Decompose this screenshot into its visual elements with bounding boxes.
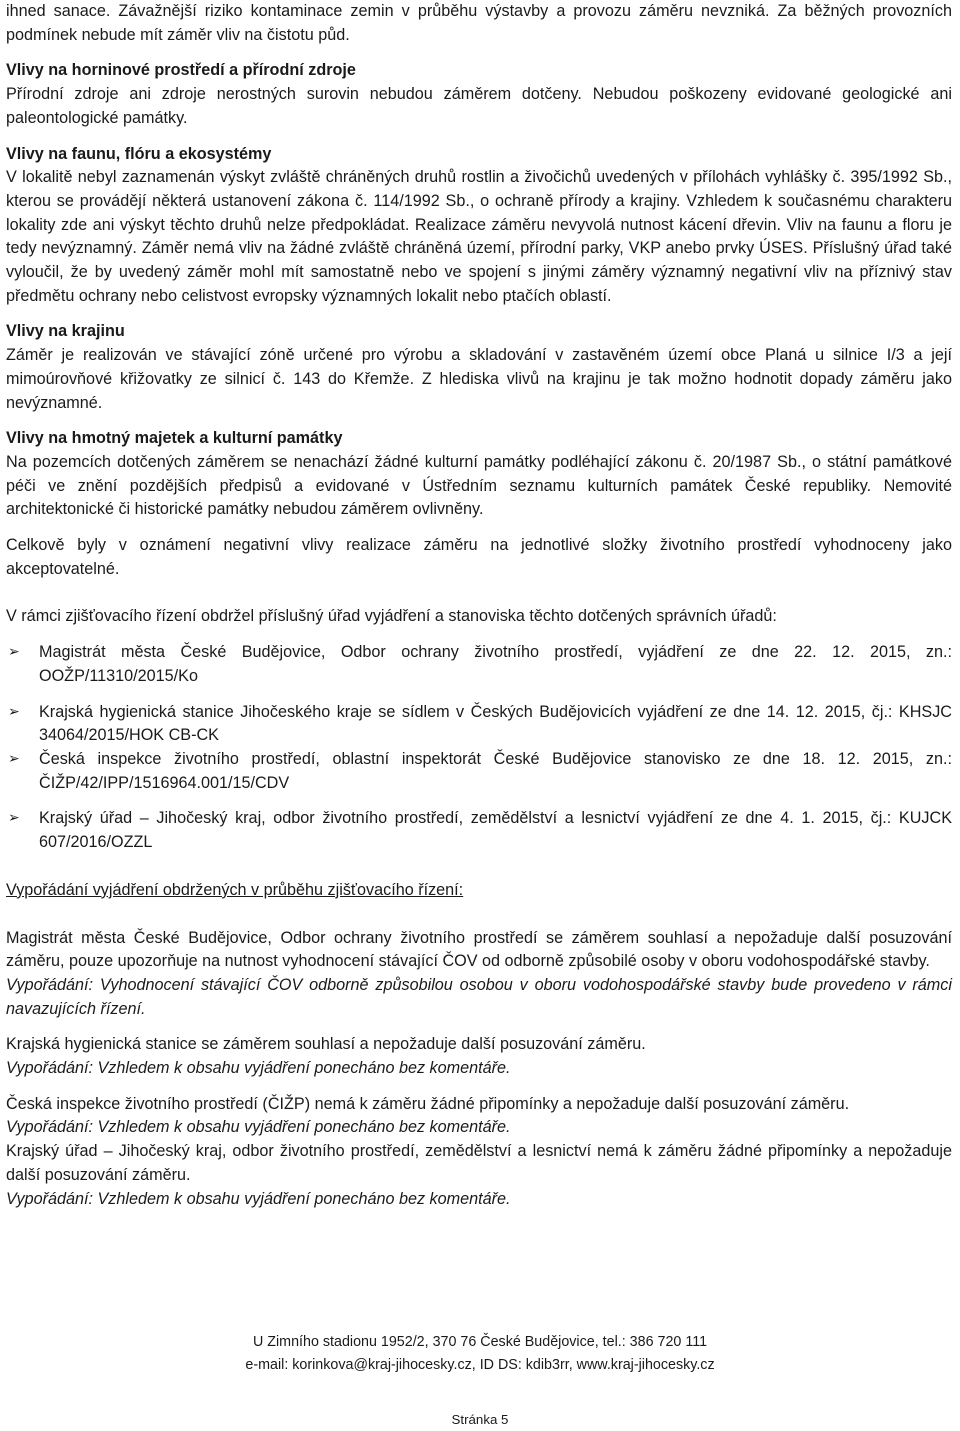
settlement-text-regional-office: Krajský úřad – Jihočeský kraj, odbor životního prostředí, zemědělství a lesnictví nemá k záměru žádné připomínky a nepožaduje další posuzování záměru.: [6, 1142, 952, 1184]
page-number: Stránka 5: [451, 1412, 509, 1427]
arrow-bullet-icon: ➢: [8, 644, 20, 661]
arrow-bullet-icon: ➢: [8, 703, 20, 720]
arrow-bullet-icon: ➢: [8, 810, 20, 827]
section-text-rock: Přírodní zdroje ani zdroje nerostných surovin nebudou záměrem dotčeny. Nebudou poškozeny evidované geologické ani paleontologické památky.: [6, 85, 952, 127]
section-text-landscape: Záměr je realizován ve stávající zóně určené pro výrobu a skladování v zastavěném území obce Planá u silnice I/3 a její mimoúrovňové křižovatky ze silnicí č. 143 do Křemže. Z hlediska vlivů na krajinu je tak možno hodnotit dopady záměru jako nevýznamné.: [6, 346, 952, 412]
settlement-text-inspection: Česká inspekce životního prostředí (ČIŽP) nemá k záměru žádné připomínky a nepožaduje další posuzování záměru.: [6, 1094, 850, 1113]
settlement-text-hygiene: Krajská hygienická stanice se záměrem souhlasí a nepožaduje další posuzování záměru.: [6, 1035, 646, 1054]
section-heading-landscape: Vlivy na krajinu: [6, 322, 125, 341]
section-heading-fauna: Vlivy na faunu, flóru a ekosystémy: [6, 144, 272, 163]
footer-contact: e-mail: korinkova@kraj-jihocesky.cz, ID DS: kdib3rr, www.kraj-jihocesky.cz: [245, 1357, 715, 1373]
settlement-reply-regional-office: Vypořádání: Vzhledem k obsahu vyjádření ponecháno bez komentáře.: [6, 1189, 511, 1208]
settlement-reply-inspection: Vypořádání: Vzhledem k obsahu vyjádření ponecháno bez komentáře.: [6, 1118, 511, 1137]
arrow-bullet-icon: ➢: [8, 750, 20, 767]
list-item: ➢ Magistrát města České Budějovice, Odbor ochrany životního prostředí, vyjádření ze dne 22. 12. 2015, zn.: OOŽP/11310/2015/Ko: [8, 643, 952, 685]
settlement-reply-magistrate: Vypořádání: Vyhodnocení stávající ČOV odborně způsobilou osobou v oboru vodohospodářské stavby bude provedeno v rámci navazujících řízení.: [6, 975, 952, 1018]
list-item: ➢ Česká inspekce životního prostředí, oblastní inspektorát České Budějovice stanovisko ze dne 18. 12. 2015, zn.: ČIŽP/42/IPP/1516964.001/15/CDV: [8, 749, 952, 792]
list-item: ➢ Krajský úřad – Jihočeský kraj, odbor životního prostředí, zemědělství a lesnictví vyjádření ze dne 4. 1. 2015, čj.: KUJCK 607/2016/OZZL: [8, 809, 952, 852]
section-heading-rock: Vlivy na horninové prostředí a přírodní zdroje: [6, 61, 356, 80]
opinions-intro: V rámci zjišťovacího řízení obdržel příslušný úřad vyjádření a stanoviska těchto dotčených správních úřadů:: [6, 607, 777, 626]
list-item: ➢ Krajská hygienická stanice Jihočeského kraje se sídlem v Českých Budějovicích vyjádření ze dne 14. 12. 2015, čj.: KHSJC 34064/2015/HOK CB-CK: [8, 702, 952, 745]
opinions-list: [6, 641, 952, 855]
section-heading-heritage: Vlivy na hmotný majetek a kulturní památky: [6, 429, 343, 448]
settlement-reply-hygiene: Vypořádání: Vzhledem k obsahu vyjádření ponecháno bez komentáře.: [6, 1059, 511, 1078]
settlement-text-magistrate: Magistrát města České Budějovice, Odbor ochrany životního prostředí se záměrem souhlasí a nepožaduje další posuzování záměru, pouze upozorňuje na nutnost vyhodnocení stávající ČOV od odborně způsobilé osoby v oboru vodohospodářské stavby.: [6, 928, 952, 971]
summary-paragraph: Celkově byly v oznámení negativní vlivy realizace záměru na jednotlivé složky životního prostředí vyhodnoceny jako akceptovatelné.: [6, 536, 952, 578]
intro-paragraph: ihned sanace. Závažnější riziko kontaminace zemin v průběhu výstavby a provozu záměru nevzniká. Za běžných provozních podmínek nebude mít záměr vliv na čistotu půd.: [6, 2, 952, 44]
document-page: [6, 0, 952, 1211]
settlement-heading: Vypořádání vyjádření obdržených v průběhu zjišťovacího řízení:: [6, 880, 464, 899]
section-text-heritage: Na pozemcích dotčených záměrem se nenachází žádné kulturní památky podléhající zákonu č. 20/1987 Sb., o státní památkové péči ve znění pozdějších předpisů a evidované v Ústředním seznamu kulturních památek České republiky. Nemovité architektonické či historické památky nebudou záměrem ovlivněny.: [6, 452, 952, 519]
footer-address: U Zimního stadionu 1952/2, 370 76 České Budějovice, tel.: 386 720 111: [252, 1334, 708, 1350]
section-text-fauna: V lokalitě nebyl zaznamenán výskyt zvláště chráněných druhů rostlin a živočichů uvedených v přílohách vyhlášky č. 395/1992 Sb., kterou se provádějí některá ustanovení zákona č. 114/1992 Sb., o ochraně přírody a krajiny. Vzhledem k současnému charakteru lokality zde ani výskyt těchto druhů nelze předpokládat. Realizace záměru nevyvolá nutnost kácení dřevin. Vliv na faunu a floru je tedy nevýznamný. Záměr nemá vliv na žádné zvláště chráněná území, přírodní parky, VKP anebo prvky ÚSES. Příslušný úřad také vyloučil, že by uvedený záměr mohl mít samostatně nebo ve spojení s jinými záměry významný negativní vliv na příznivý stav předmětu ochrany nebo celistvost evropsky významných lokalit nebo ptačích oblastí.: [6, 168, 952, 305]
